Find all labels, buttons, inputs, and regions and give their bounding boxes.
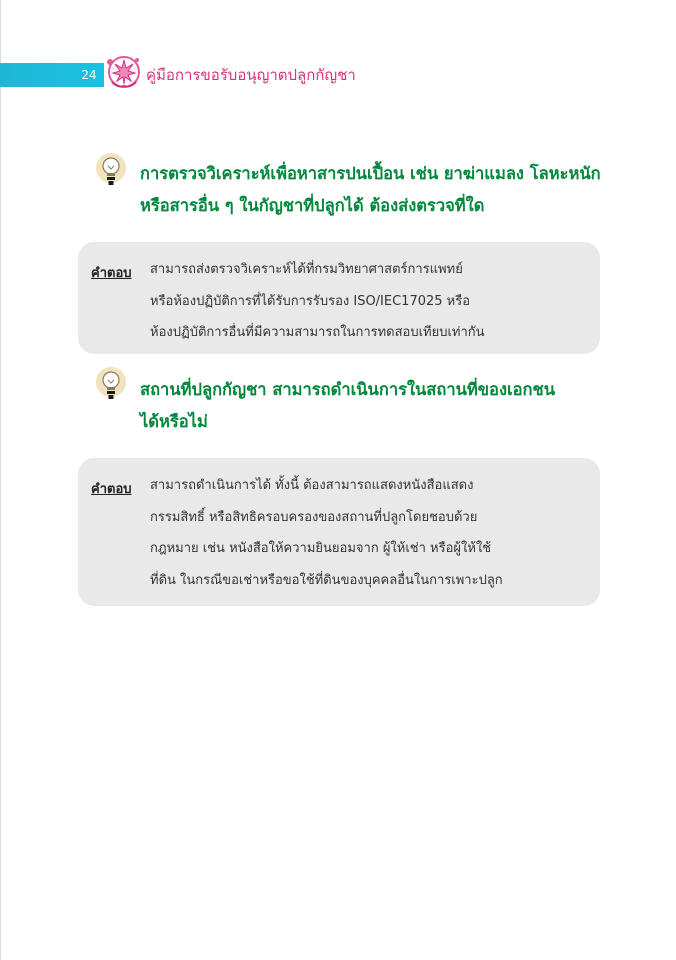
running-title: คู่มือการขอรับอนุญาตปลูกกัญชา [146,66,356,84]
answer-label: คำตอบ [91,482,132,497]
answer-2-line-2: กรรมสิทธิ์ หรือสิทธิครอบครองของสถานที่ปลูกโดยชอบด้วย [150,509,478,525]
page-number: 24 [81,68,97,82]
question-1 [140,158,610,222]
lightbulb-icon [94,152,128,190]
page-edge [0,0,1,960]
answer-1-text [150,254,586,349]
answer-1-line-3: ห้องปฏิบัติการอื่นที่มีความสามารถในการทดสอบเทียบเท่ากัน [150,325,485,340]
question-1-line-1: การตรวจวิเคราะห์เพื่อหาสารปนเปื้อน เช่น ยาฆ่าแมลง โลหะหนัก [140,164,601,183]
answer-2-line-4: ที่ดิน ในกรณีขอเช่าหรือขอใช้ที่ดินของบุคคลอื่นในการเพาะปลูก [150,572,503,588]
answer-2-line-3: กฎหมาย เช่น หนังสือให้ความยินยอมจาก ผู้ให้เช่า หรือผู้ให้ใช้ [150,541,492,556]
question-2-line-1: สถานที่ปลูกกัญชา สามารถดำเนินการในสถานที่ของเอกชน [140,380,556,399]
question-2-line-2: ได้หรือไม่ [140,412,208,431]
answer-1-line-2: หรือห้องปฏิบัติการที่ได้รับการรับรอง ISO/IEC17025 หรือ [150,293,471,309]
answer-label: คำตอบ [91,266,132,281]
cannabis-hand-logo-icon [104,52,142,94]
answer-box-1 [78,242,600,354]
answer-1-line-1: สามารถส่งตรวจวิเคราะห์ได้ที่กรมวิทยาศาสตร์การแพทย์ [150,262,463,277]
question-1-line-2: หรือสารอื่น ๆ ในกัญชาที่ปลูกได้ ต้องส่งตรวจที่ใด [140,196,485,215]
question-2 [140,374,610,438]
lightbulb-icon [94,366,128,404]
answer-box-2 [78,458,600,606]
answer-2-text [150,470,586,596]
answer-2-line-1: สามารถดำเนินการได้ ทั้งนี้ ต้องสามารถแสดงหนังสือแสดง [150,478,474,493]
